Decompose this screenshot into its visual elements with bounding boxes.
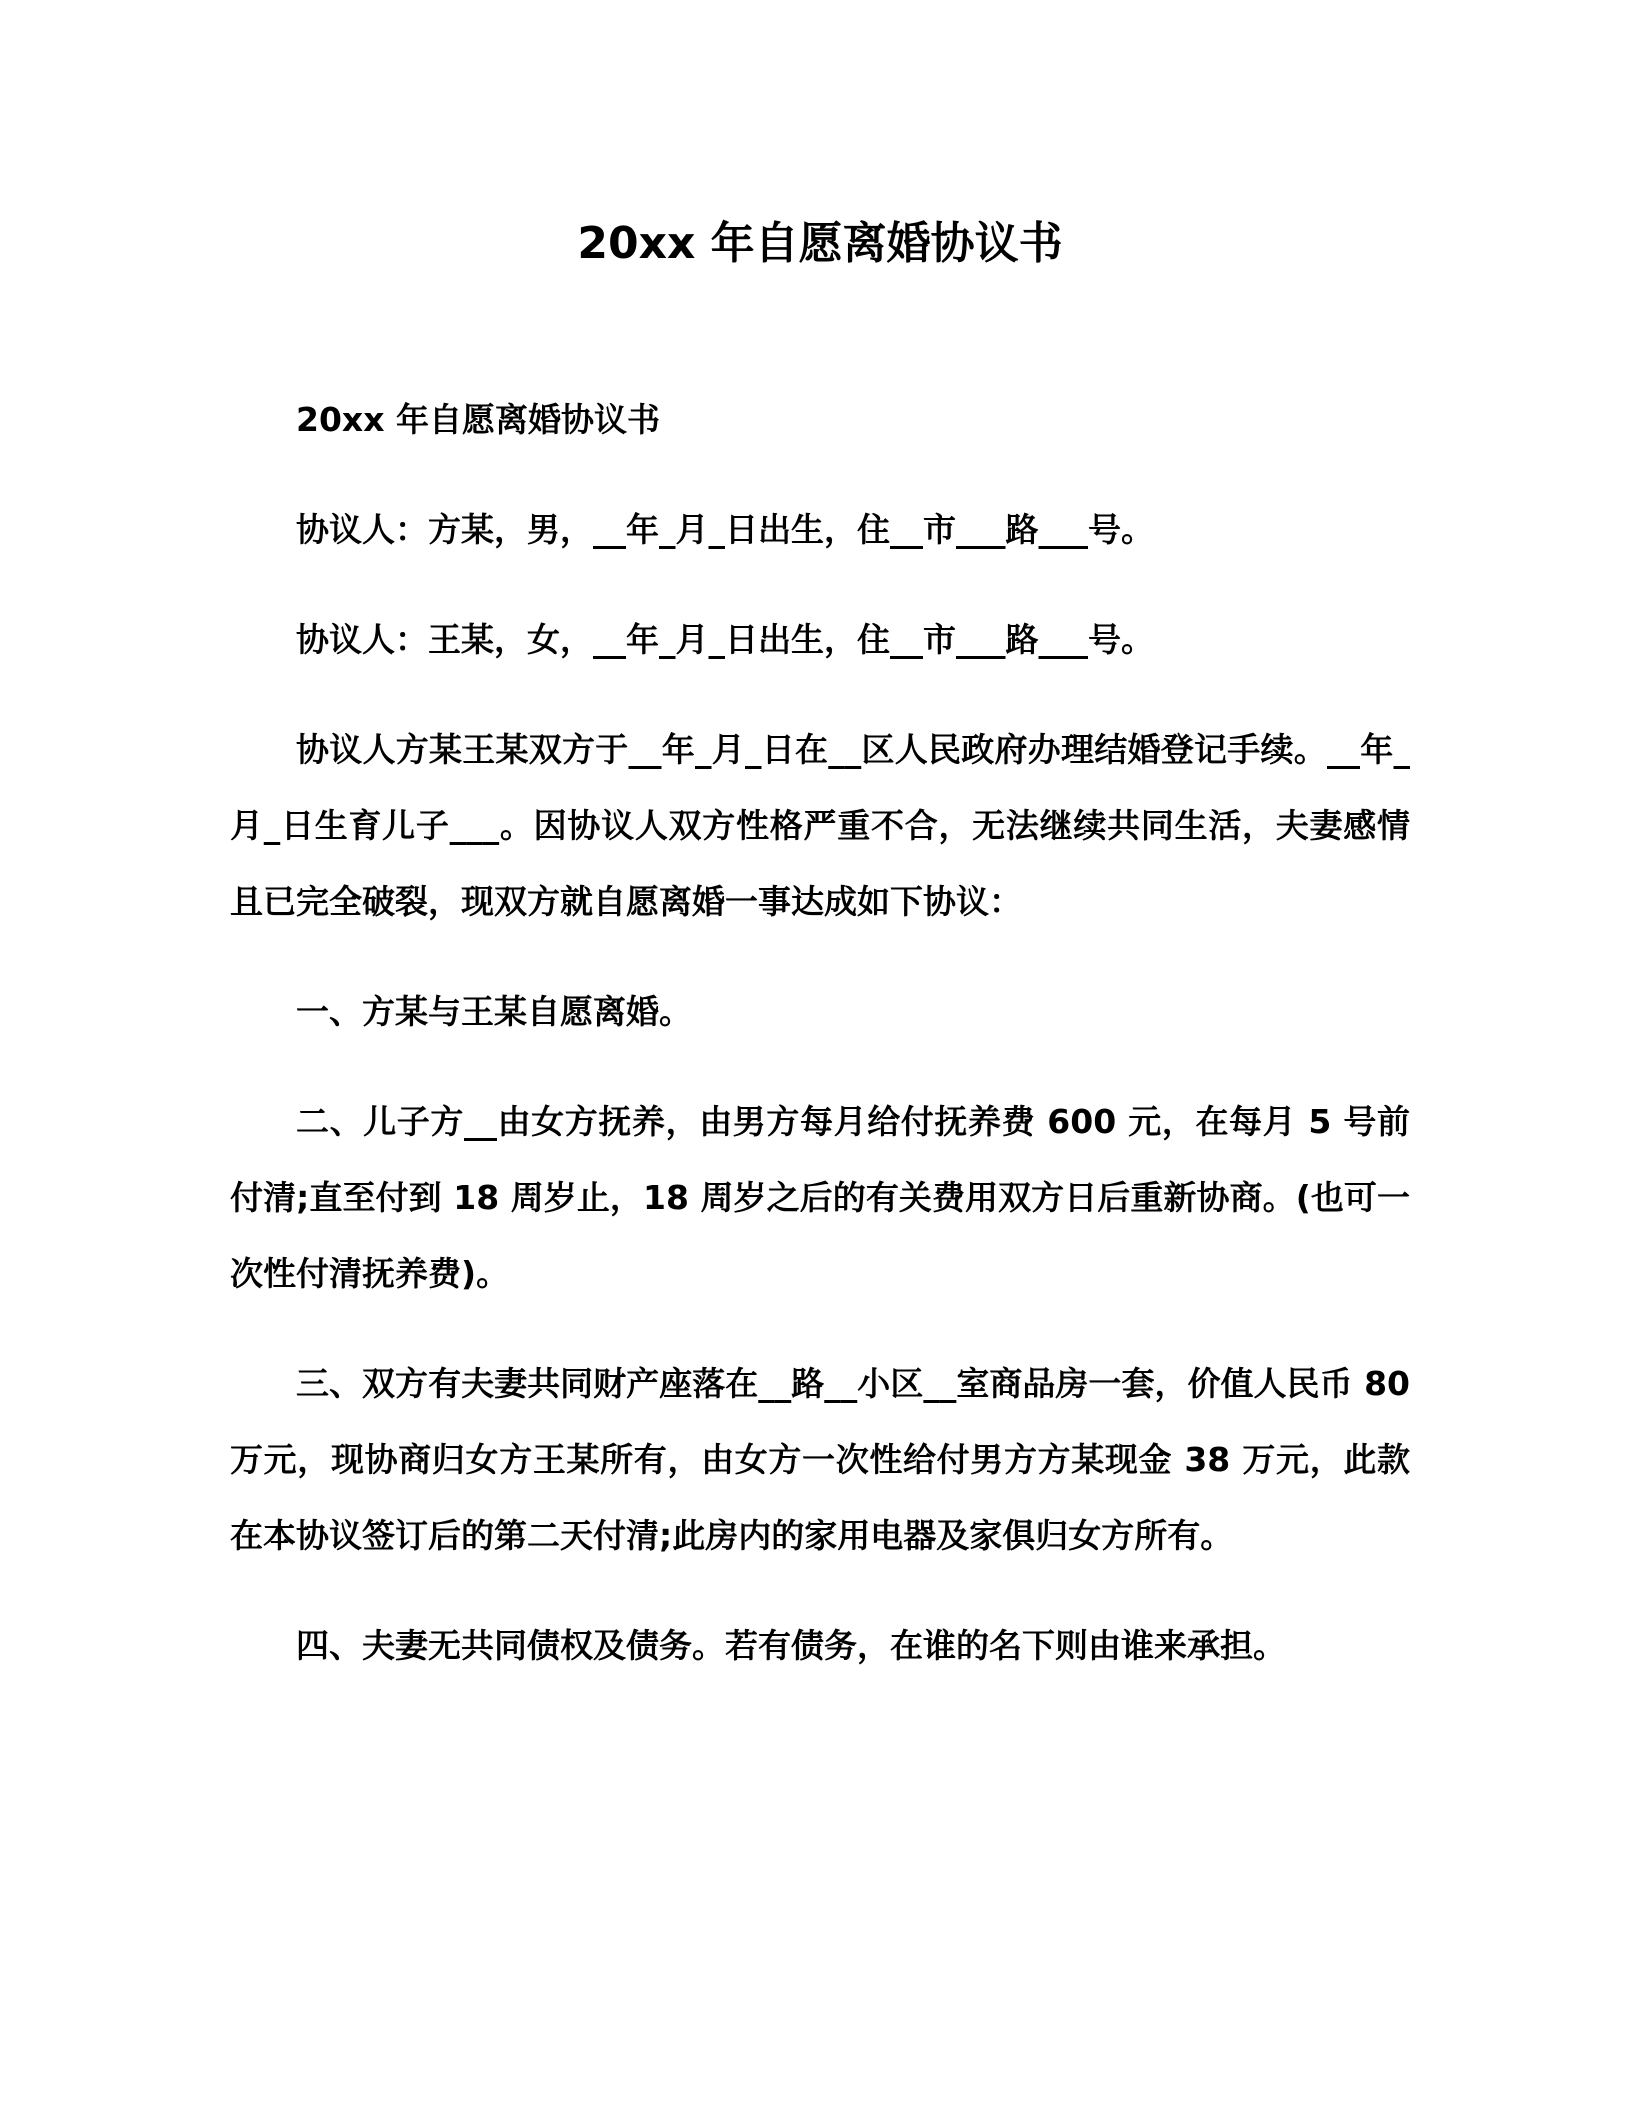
doc-body bbox=[230, 382, 1410, 1684]
paragraph-party-b: 协议人：王某，女，__年_月_日出生，住__市___路___号。 bbox=[296, 620, 1154, 659]
paragraph-preamble: 协议人方某王某双方于__年_月_日在__区人民政府办理结婚登记手续。__年_月_日生育儿子___。因协议人双方性格严重不合，无法继续共同生活，夫妻感情且已完全破裂，现双方就自愿离婚一事达成如下协议： bbox=[230, 730, 1410, 921]
paragraph-party-a: 协议人：方某，男，__年_月_日出生，住__市___路___号。 bbox=[296, 510, 1154, 549]
clause-1: 一、方某与王某自愿离婚。 bbox=[296, 992, 692, 1031]
clause-3: 三、双方有夫妻共同财产座落在__路__小区__室商品房一套，价值人民币 80 万元，现协商归女方王某所有，由女方一次性给付男方方某现金 38 万元，此款在本协议签订后的第二天付清;此房内的家用电器及家俱归女方所有。 bbox=[230, 1364, 1410, 1555]
clause-2: 二、儿子方__由女方抚养，由男方每月给付抚养费 600 元，在每月 5 号前付清;直至付到 18 周岁止，18 周岁之后的有关费用双方日后重新协商。(也可一次性付清抚养费)。 bbox=[230, 1102, 1410, 1293]
doc-title: 20xx 年自愿离婚协议书 bbox=[577, 218, 1063, 269]
paragraph-subtitle: 20xx 年自愿离婚协议书 bbox=[296, 400, 660, 439]
clause-4: 四、夫妻无共同债权及债务。若有债务，在谁的名下则由谁来承担。 bbox=[296, 1626, 1286, 1665]
